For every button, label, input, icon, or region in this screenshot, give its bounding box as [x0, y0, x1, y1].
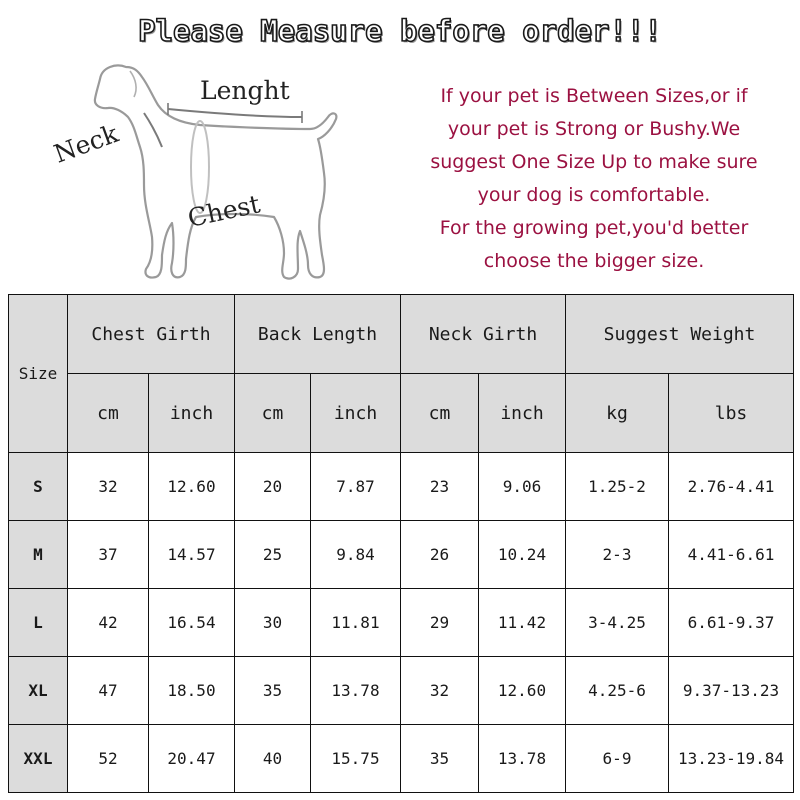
advice-line: If your pet is Between Sizes,or if — [440, 85, 748, 107]
table-cell: 13.78 — [311, 657, 401, 725]
table-cell: 47 — [68, 657, 149, 725]
table-row — [9, 589, 794, 657]
unit-header: kg — [566, 374, 669, 453]
advice-line: your pet is Strong or Bushy.We — [447, 118, 741, 140]
advice-line: choose the bigger size. — [483, 250, 705, 272]
table-cell: 37 — [68, 521, 149, 589]
table-cell: 23 — [401, 453, 479, 521]
table-cell: 4.25-6 — [566, 657, 669, 725]
unit-header: inch — [479, 374, 566, 453]
table-cell: 52 — [68, 725, 149, 793]
size-cell: XXL — [9, 725, 68, 793]
table-cell: 10.24 — [479, 521, 566, 589]
unit-header: inch — [311, 374, 401, 453]
size-cell: M — [9, 521, 68, 589]
size-chart-table — [8, 294, 794, 793]
table-cell: 1.25-2 — [566, 453, 669, 521]
table-cell: 20.47 — [149, 725, 235, 793]
table-cell: 26 — [401, 521, 479, 589]
table-cell: 7.87 — [311, 453, 401, 521]
size-column-header: Size — [9, 295, 68, 453]
table-cell: 12.60 — [149, 453, 235, 521]
table-cell: 6-9 — [566, 725, 669, 793]
suggest-weight-header: Suggest Weight — [566, 295, 794, 374]
table-cell: 20 — [235, 453, 311, 521]
table-cell: 13.23-19.84 — [669, 725, 794, 793]
unit-header: cm — [401, 374, 479, 453]
table-row — [9, 521, 794, 589]
table-cell: 13.78 — [479, 725, 566, 793]
unit-header: inch — [149, 374, 235, 453]
table-cell: 11.81 — [311, 589, 401, 657]
table-cell: 14.57 — [149, 521, 235, 589]
table-cell: 11.42 — [479, 589, 566, 657]
length-label: Lenght — [200, 76, 290, 105]
table-cell: 16.54 — [149, 589, 235, 657]
back-length-header: Back Length — [235, 295, 401, 374]
table-cell: 6.61-9.37 — [669, 589, 794, 657]
neck-girth-header: Neck Girth — [401, 295, 566, 374]
advice-line: suggest One Size Up to make sure — [430, 151, 758, 173]
advice-line: For the growing pet,you'd better — [439, 217, 749, 239]
unit-header: cm — [68, 374, 149, 453]
table-cell: 18.50 — [149, 657, 235, 725]
chest-label: Chest — [185, 189, 263, 233]
unit-header: cm — [235, 374, 311, 453]
table-cell: 25 — [235, 521, 311, 589]
size-cell: L — [9, 589, 68, 657]
table-row — [9, 725, 794, 793]
size-cell: S — [9, 453, 68, 521]
table-cell: 42 — [68, 589, 149, 657]
dog-outline-icon — [40, 55, 390, 290]
table-cell: 32 — [68, 453, 149, 521]
chest-girth-header: Chest Girth — [68, 295, 235, 374]
table-cell: 40 — [235, 725, 311, 793]
dog-measurement-diagram — [40, 55, 390, 290]
table-cell: 3-4.25 — [566, 589, 669, 657]
table-cell: 35 — [235, 657, 311, 725]
table-cell: 2.76-4.41 — [669, 453, 794, 521]
table-cell: 9.06 — [479, 453, 566, 521]
table-cell: 9.84 — [311, 521, 401, 589]
advice-line: your dog is comfortable. — [477, 184, 711, 206]
table-row — [9, 453, 794, 521]
table-cell: 30 — [235, 589, 311, 657]
table-cell: 29 — [401, 589, 479, 657]
neck-label: Neck — [50, 118, 122, 169]
page-title: Please Measure before order!!! — [138, 14, 662, 48]
table-cell: 9.37-13.23 — [669, 657, 794, 725]
sizing-advice — [396, 80, 792, 278]
table-row — [9, 657, 794, 725]
table-cell: 12.60 — [479, 657, 566, 725]
table-cell: 35 — [401, 725, 479, 793]
unit-header: lbs — [669, 374, 794, 453]
table-cell: 4.41-6.61 — [669, 521, 794, 589]
table-cell: 15.75 — [311, 725, 401, 793]
size-cell: XL — [9, 657, 68, 725]
table-cell: 2-3 — [566, 521, 669, 589]
table-cell: 32 — [401, 657, 479, 725]
